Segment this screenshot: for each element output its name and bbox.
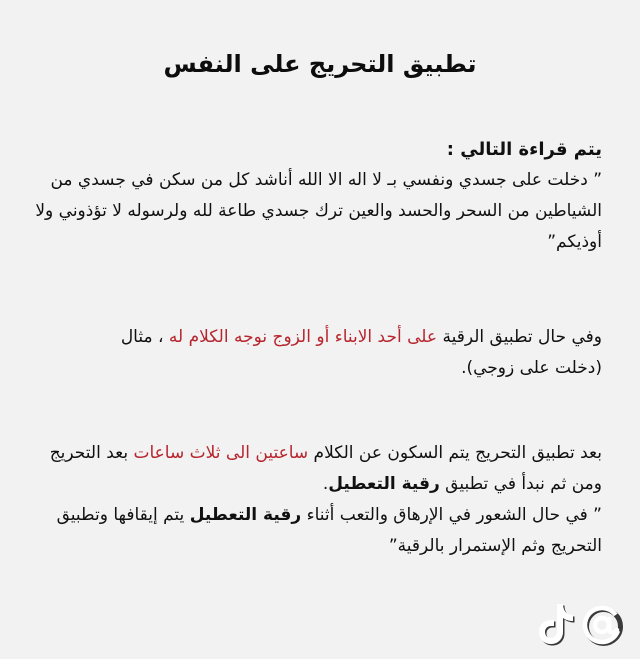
fatigue-taateel-term: رقية التعطيل xyxy=(189,505,302,525)
taateel-term: رقية التعطيل xyxy=(328,474,440,494)
after-tahreej-section xyxy=(32,438,602,562)
family-case-example: (دخلت على زوجي). xyxy=(461,358,602,378)
silence-text-start: بعد تطبيق التحريج يتم السكون عن الكلام xyxy=(308,443,602,463)
fatigue-note-start: ” في حال الشعور في الإرهاق والتعب أثناء xyxy=(301,505,602,525)
silence-duration-highlight: ساعتين الى ثلاث ساعات xyxy=(133,443,309,463)
family-case-text-start: وفي حال تطبيق الرقية xyxy=(437,327,602,347)
family-case-highlight: على أحد الابناء أو الزوج نوجه الكلام له xyxy=(168,327,438,347)
family-case-text-end: ، مثال xyxy=(120,327,169,347)
family-case-text xyxy=(32,322,602,353)
silence-text-middle: بعد التحريج ومن ثم نبدأ في تطبيق xyxy=(49,443,602,494)
silence-text-end: . xyxy=(322,474,329,494)
at-sign-icon xyxy=(580,603,624,647)
recitation-section xyxy=(32,134,602,258)
tiktok-watermark xyxy=(534,598,626,648)
fatigue-note xyxy=(32,500,602,562)
recitation-lead: يتم قراءة التالي : xyxy=(446,139,602,160)
family-case-section xyxy=(32,322,602,384)
recitation-quote: ” دخلت على جسدي ونفسي بـ لا اله الا الله أناشد كل من سكن في جسدي من الشياطين من السحر والحسد والعين ترك جسدي طاعة لله ولرسوله لا تؤذوني ولا أوذيكم” xyxy=(35,170,602,252)
fatigue-note-end: يتم إيقافها وتطبيق التحريج وثم الإستمرار بالرقية” xyxy=(56,505,602,556)
document-title: تطبيق التحريج على النفس xyxy=(163,50,477,78)
silence-instruction xyxy=(32,438,602,500)
tiktok-logo-icon xyxy=(539,604,575,646)
